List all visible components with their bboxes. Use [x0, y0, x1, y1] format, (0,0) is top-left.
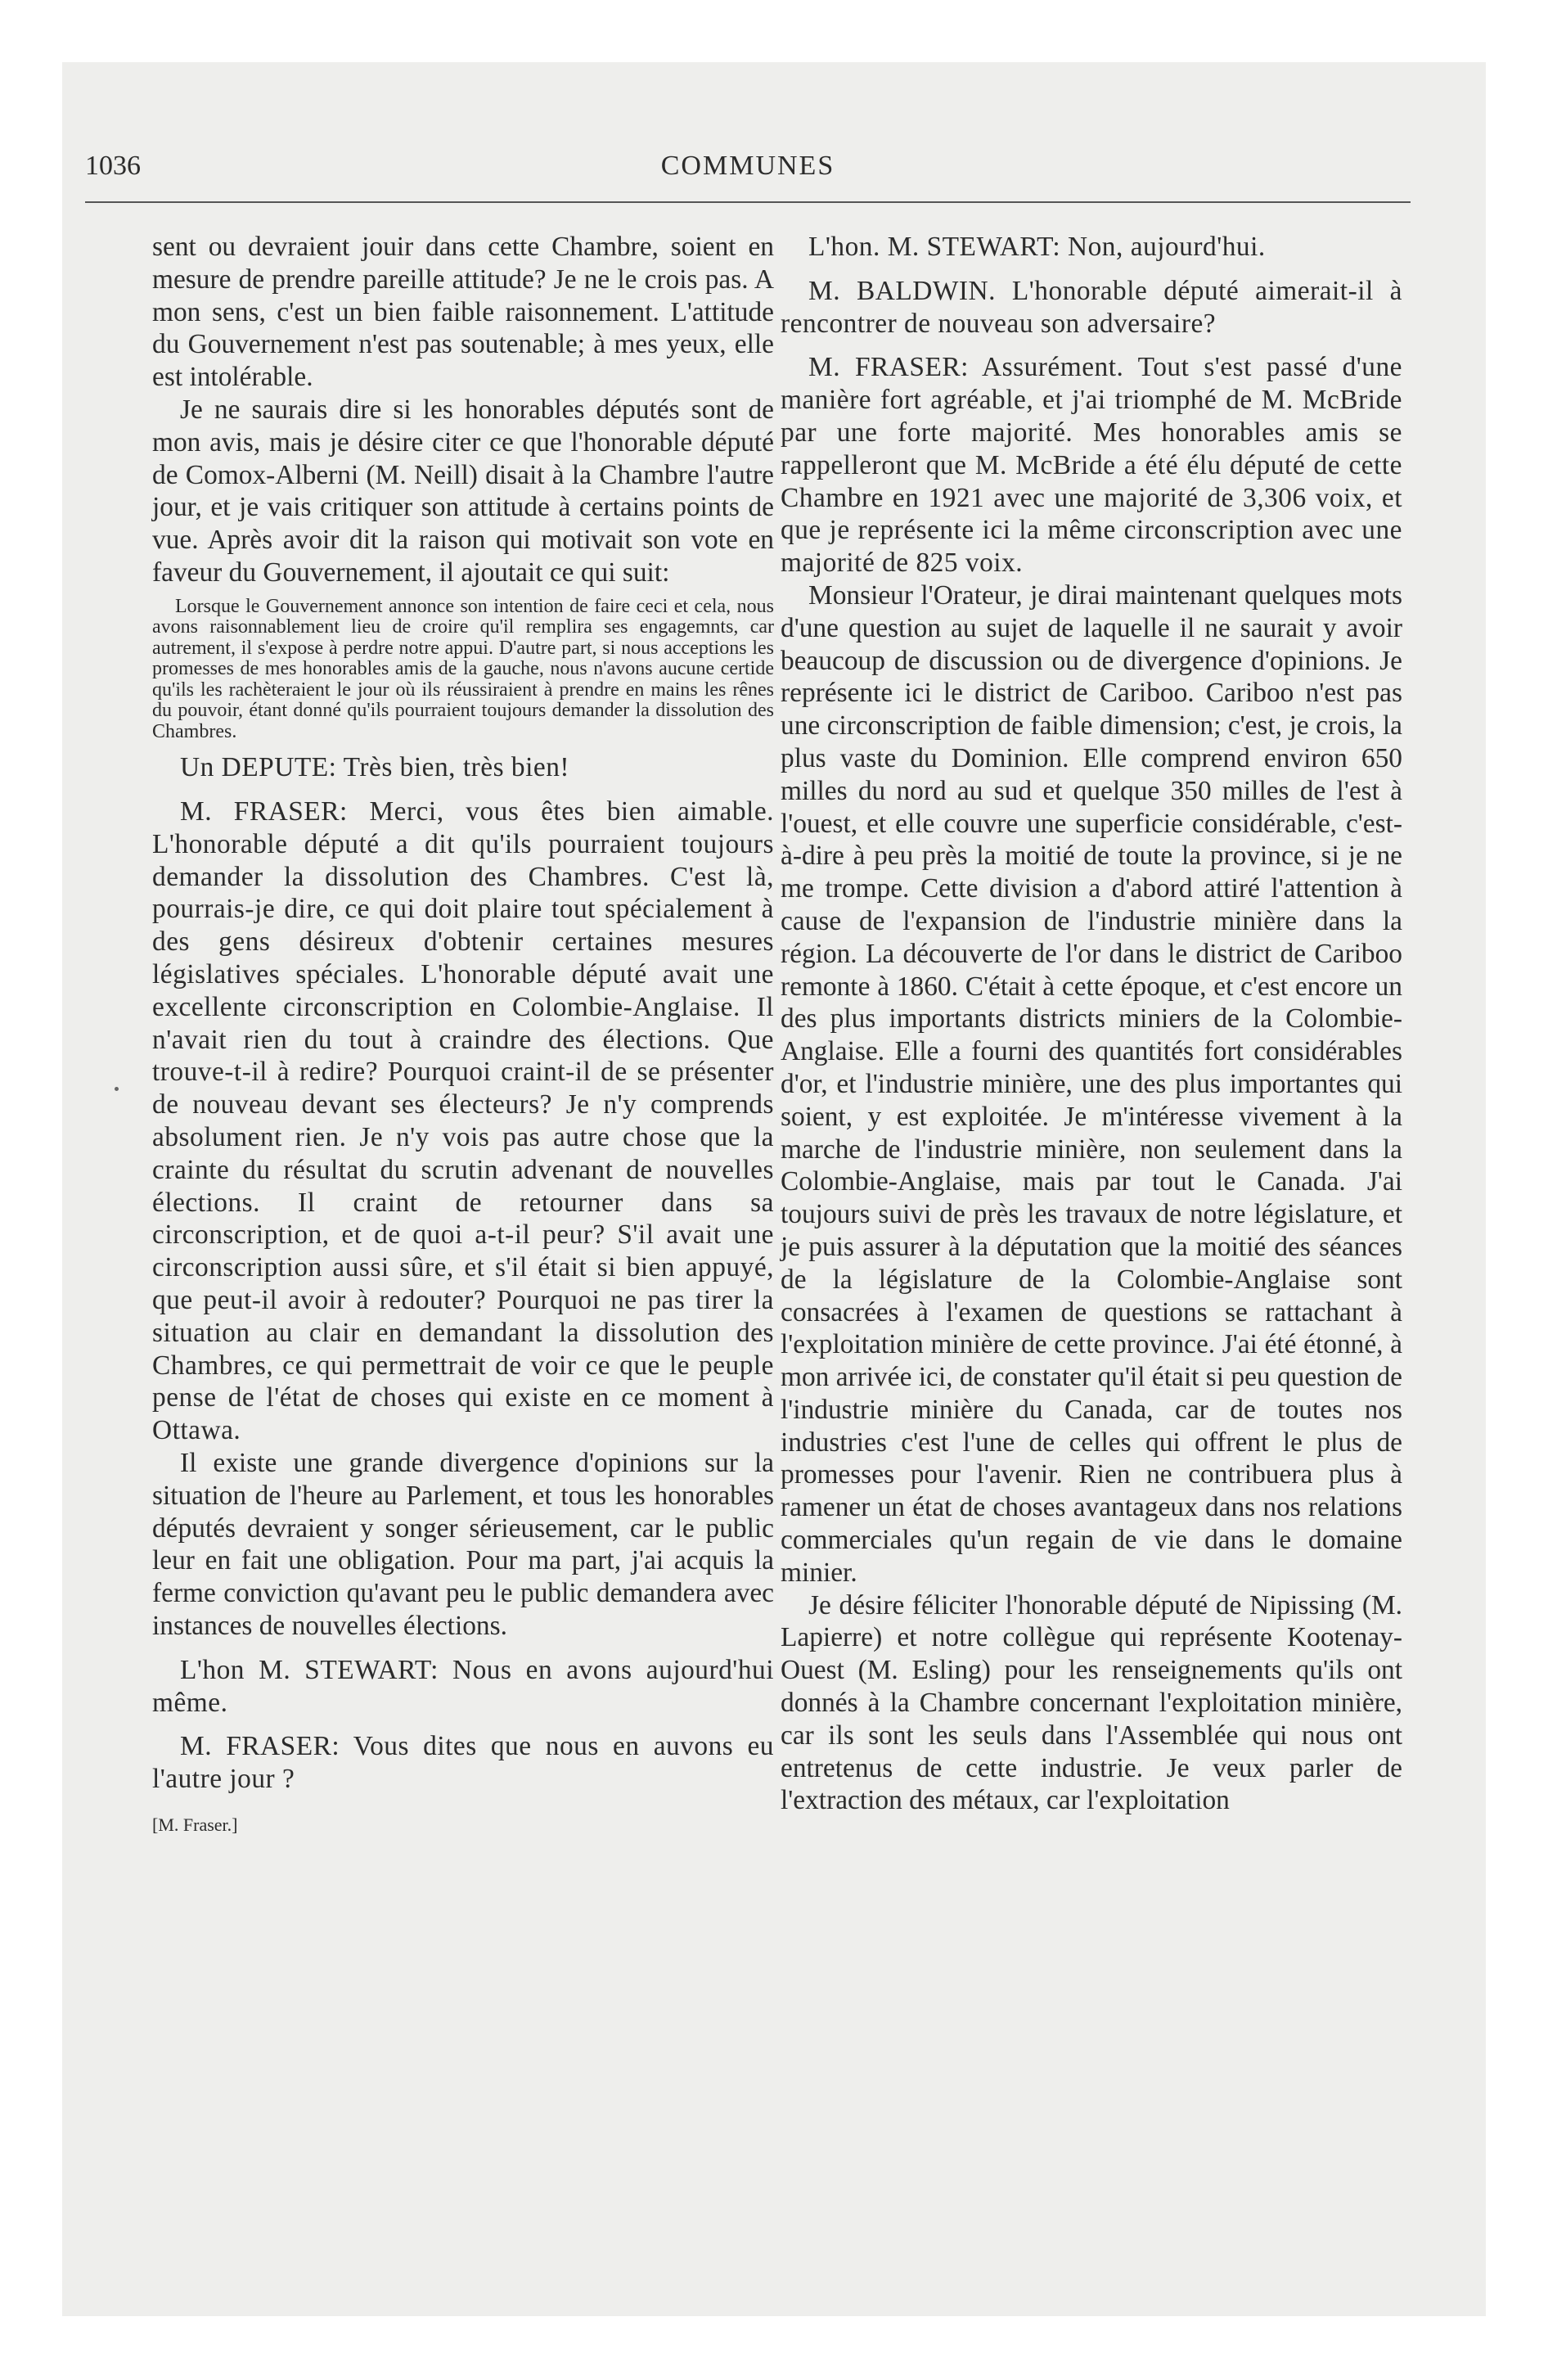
header-rule: [85, 201, 1411, 203]
paragraph: Je ne saurais dire si les honorables députés sont de mon avis, mais je désire citer ce que l'honorable député de Comox-Alberni (M. Neill) disait à la Chambre l'autre jour, et je vais critiquer son attitude à certains points de vue. Après avoir dit la raison qui motivait son vote en faveur du Gouvernement, il ajoutait ce qui suit:: [152, 394, 774, 588]
speaker-paragraph: Un DEPUTE: Très bien, très bien!: [180, 752, 570, 783]
left-column: [152, 231, 774, 1841]
page-header: [85, 144, 1411, 193]
speaker-paragraph: M. FRASER: Vous dites que nous en auvons eu l'autre jour ?: [152, 1731, 774, 1795]
margin-mark: [115, 1087, 119, 1091]
page-number: 1036: [85, 151, 141, 181]
speaker-paragraph: M. BALDWIN. L'honorable député aimerait-il à rencontrer de nouveau son adversaire?: [781, 275, 1402, 339]
paragraph: sent ou devraient jouir dans cette Chambre, soient en mesure de prendre pareille attitude? Je ne le crois pas. A mon sens, c'est un bien faible raisonnement. L'attitude du Gouvernement n'est pas soutenable; à mes yeux, elle est intolérable.: [152, 232, 774, 393]
speaker-paragraph: L'hon. M. STEWART: Non, aujourd'hui.: [808, 232, 1266, 262]
speaker-paragraph: M. FRASER: Assurément. Tout s'est passé d'une manière fort agréable, et j'ai triomphé de M. McBride par une forte majorité. Mes honorables amis se rappelleront que M. McBride a été élu député de cette Chambre en 1921 avec une majorité de 3,306 voix, et que je représente ici la même circonscription avec une majorité de 825 voix.: [781, 352, 1402, 579]
speaker-paragraph: M. FRASER: Merci, vous êtes bien aimable. L'honorable député a dit qu'ils pourraient toujours demander la dissolution des Chambres. C'est là, pourrais-je dire, ce qui doit plaire tout spécialement à des gens désireux d'obtenir certaines mesures législatives spéciales. L'honorable député avait une excellente circonscription en Colombie-Anglaise. Il n'avait rien du tout à craindre des élections. Que trouve-t-il à redire? Pourquoi craint-il de se présenter de nouveau devant ses électeurs? Je n'y comprends absolument rien. Je n'y vois pas autre chose que la crainte du résultat du scrutin advenant de nouvelles élections. Il craint de retourner dans sa circonscription, et de quoi a-t-il peur? S'il avait une circonscription aussi sûre, et s'il était si bien appuyé, que peut-il avoir à redouter? Pourquoi ne pas tirer la situation au clair en demandant la dissolution des Chambres, ce qui permettrait de voir ce que le peuple pense de l'état de choses qui existe en ce moment à Ottawa.: [152, 796, 774, 1446]
speaker-tag: [M. Fraser.]: [152, 1814, 238, 1835]
right-column: [781, 231, 1402, 1817]
block-quote: Lorsque le Gouvernement annonce son intention de faire ceci et cela, nous avons raisonnablement lieu de croire qu'il remplira ses engagemnts, car autrement, il s'expose à perdre notre appui. D'autre part, si nous acceptions les promesses de mes honorables amis de la gauche, nous n'avons aucune certide qu'ils les rachèteraient le jour où ils réussiraient à prendre en mains les rênes du pouvoir, étant donné qu'ils pourraient toujours demander la dissolution des Chambres.: [152, 595, 774, 742]
paragraph: Je désire féliciter l'honorable député de Nipissing (M. Lapierre) et notre collègue qui représente Kootenay-Ouest (M. Esling) pour les renseignements qu'ils ont donnés à la Chambre concernant l'exploitation minière, car ils sont les seuls dans l'Assemblée qui nous ont entretenus de cette industrie. Je veux parler de l'extraction des métaux, car l'exploitation: [781, 1589, 1402, 1816]
speaker-paragraph: L'hon M. STEWART: Nous en avons aujourd'hui même.: [152, 1654, 774, 1718]
running-title: COMMUNES: [660, 151, 835, 181]
paragraph: Il existe une grande divergence d'opinions sur la situation de l'heure au Parlement, et tous les honorables députés devraient y songer sérieusement, car le public leur en fait une obligation. Pour ma part, j'ai acquis la ferme conviction qu'avant peu le public demandera avec instances de nouvelles élections.: [152, 1448, 774, 1641]
paragraph: Monsieur l'Orateur, je dirai maintenant quelques mots d'une question au sujet de laquelle il ne saurait y avoir beaucoup de discussion ou de divergence d'opinions. Je représente ici le district de Cariboo. Cariboo n'est pas une circonscription de faible dimension; c'est, je crois, la plus vaste du Dominion. Elle comprend environ 650 milles du nord au sud et quelque 350 milles de l'est à l'ouest, et elle couvre une superficie considérable, c'est-à-dire à peu près la moitié de toute la province, si je ne me trompe. Cette division a d'abord attiré l'attention à cause de l'expansion de l'industrie minière dans la région. La découverte de l'or dans le district de Cariboo remonte à 1860. C'était à cette époque, et c'est encore un des plus importants districts miniers de la Colombie-Anglaise. Elle a fourni des quantités fort considérables d'or, et l'industrie minière, une des plus importantes qui soient, y est exploitée. Je m'intéresse vivement à la marche de l'industrie minière, non seulement dans la Colombie-Anglaise, mais par tout le Canada. J'ai toujours suivi de près les travaux de notre législature, et je puis assurer à la députation que la moitié des séances de la législature de la Colombie-Anglaise sont consacrées à l'examen de questions se rattachant à l'exploitation minière de cette province. J'ai été étonné, à mon arrivée ici, de constater qu'il était si peu question de l'industrie minière du Canada, car de toutes nos industries c'est l'une de celles qui offrent le plus de promesses pour l'avenir. Rien ne contribuera plus à ramener un état de choses avantageux dans nos relations commerciales qu'un regain de vie dans le domaine minier.: [781, 579, 1402, 1588]
